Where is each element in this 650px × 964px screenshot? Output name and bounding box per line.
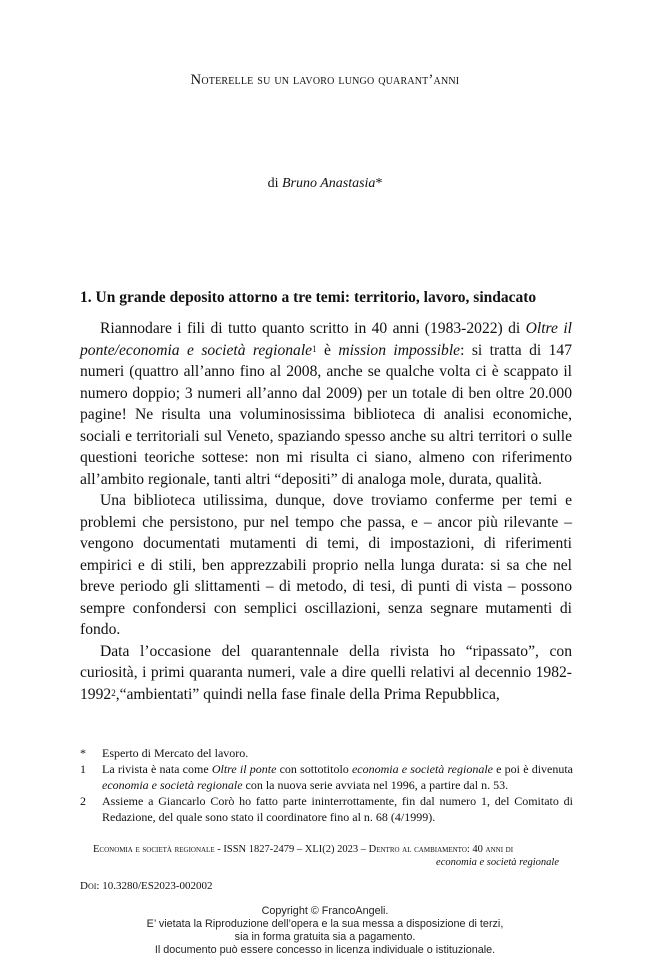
text-run: ,“ambientati” quindi nella fase finale della Prima Repubblica, [115,685,500,703]
text-run: con sottotitolo [276,762,352,776]
footnotes [80,745,573,825]
footnote-mark: 1 [80,762,86,776]
text-run: : si tratta di 147 numeri (quattro all’anno fino al 2008, anche se qualche volta ci è scappato il numero doppio; 3 numeri all’anno dal 2009) per un totale di ben oltre 20.000 pagine! Ne risulta una voluminosissima biblioteca di analisi economiche, sociali e territoriali sul Veneto, spaziando spesso anche su altri territori o sulle questioni teoriche sottese: non mi risulta ci siano, almeno con riferimento all’ambito regionale, tanti altri “depositi” di analoga mole, durata, qualità. [80,341,573,488]
body-text [80,318,572,705]
copyright-line: sia in forma gratuita sia a pagamento. [234,931,416,943]
byline [0,176,650,192]
footnote-2 [80,793,573,825]
journal-name-italic: economia e società regionale [436,857,559,868]
text-run: La rivista è nata come [102,762,212,776]
text-run: Riannodare i fili di tutto quanto scritto in 40 anni (1983-2022) di [100,320,526,337]
journal-name: Oltre il ponte/economia e società regionale [80,320,572,359]
text-run: è [316,341,339,359]
author-footnote-mark: * [375,176,383,191]
italic-phrase: Oltre il ponte [211,762,277,776]
italic-phrase: economia e società regionale [351,762,493,776]
copyright-line: E’ vietata la Riproduzione dell’opera e la sua messa a disposizione di terzi, [146,918,504,930]
byline-prefix: di [267,176,282,191]
article-title: Noterelle su un lavoro lungo quarant’anni [190,72,460,88]
paragraph-2: Una biblioteca utilissima, dunque, dove troviamo conferme per temi e problemi che persistono, pur nel tempo che passa, e – ancor più rilevante – vengono documentati mutamenti di temi, di impostazioni, di riferimenti empirici e di stili, ben apprezzabili proprio nella lunga durata: si sa che nel breve periodo gli slittamenti – di metodo, di tesi, di punti di vista – possono sempre confondersi con semplici oscillazioni, senza segnare mutamenti di fondo. [80,492,572,638]
text-run: e poi è divenuta [493,762,574,776]
italic-phrase: mission impossible [338,341,461,359]
journal-citation-line-2 [93,856,559,869]
footnote-ref-1: 1 [312,343,317,354]
footnote-star [80,745,573,761]
section-heading: 1. Un grande deposito attorno a tre temi: territorio, lavoro, sindacato [80,289,537,306]
text-run: Data l’occasione del quarantennale della rivista ho “ripassato”, con curiosità, i primi quaranta numeri, vale a dire quelli relativi al decennio 1982-1992 [80,642,572,703]
journal-name: Economia e società regionale [93,844,215,855]
footnote-text: Assieme a Giancarlo Corò ho fatto parte ininterrottamente, fin dal numero 1, del Comitato di Redazione, del quale sono stato il coordinatore fino al n. 68 (4/1999). [102,794,573,824]
footnote-mark: 2 [80,794,86,808]
issue-title: Dentro al cambiamento [368,844,467,855]
footnote-text [102,761,573,793]
footnote-1 [80,761,573,793]
footnote-mark: * [80,746,86,760]
italic-phrase: economia e società regionale [102,778,243,792]
footnote-ref-2: 2 [111,687,116,698]
doi: Doi: 10.3280/ES2023-002002 [80,880,213,892]
issue-title-cont: : 40 anni di [466,844,514,855]
paragraph-3 [80,641,572,706]
copyright-notice [0,905,650,957]
footnote-text: Esperto di Mercato del lavoro. [102,746,249,760]
copyright-line: Copyright © FrancoAngeli. [261,905,389,917]
paragraph-1 [80,318,572,490]
journal-citation-line-1 [93,843,559,856]
copyright-line: Il documento può essere concesso in licenza individuale o istituzionale. [154,944,496,956]
journal-citation [93,843,559,869]
author-name: Bruno Anastasia [281,176,376,191]
text-run: con la nuova serie avviata nel 1996, a partire dal n. 53. [242,778,509,792]
issn-volume: - ISSN 1827-2479 – XLI(2) 2023 – [214,844,369,855]
